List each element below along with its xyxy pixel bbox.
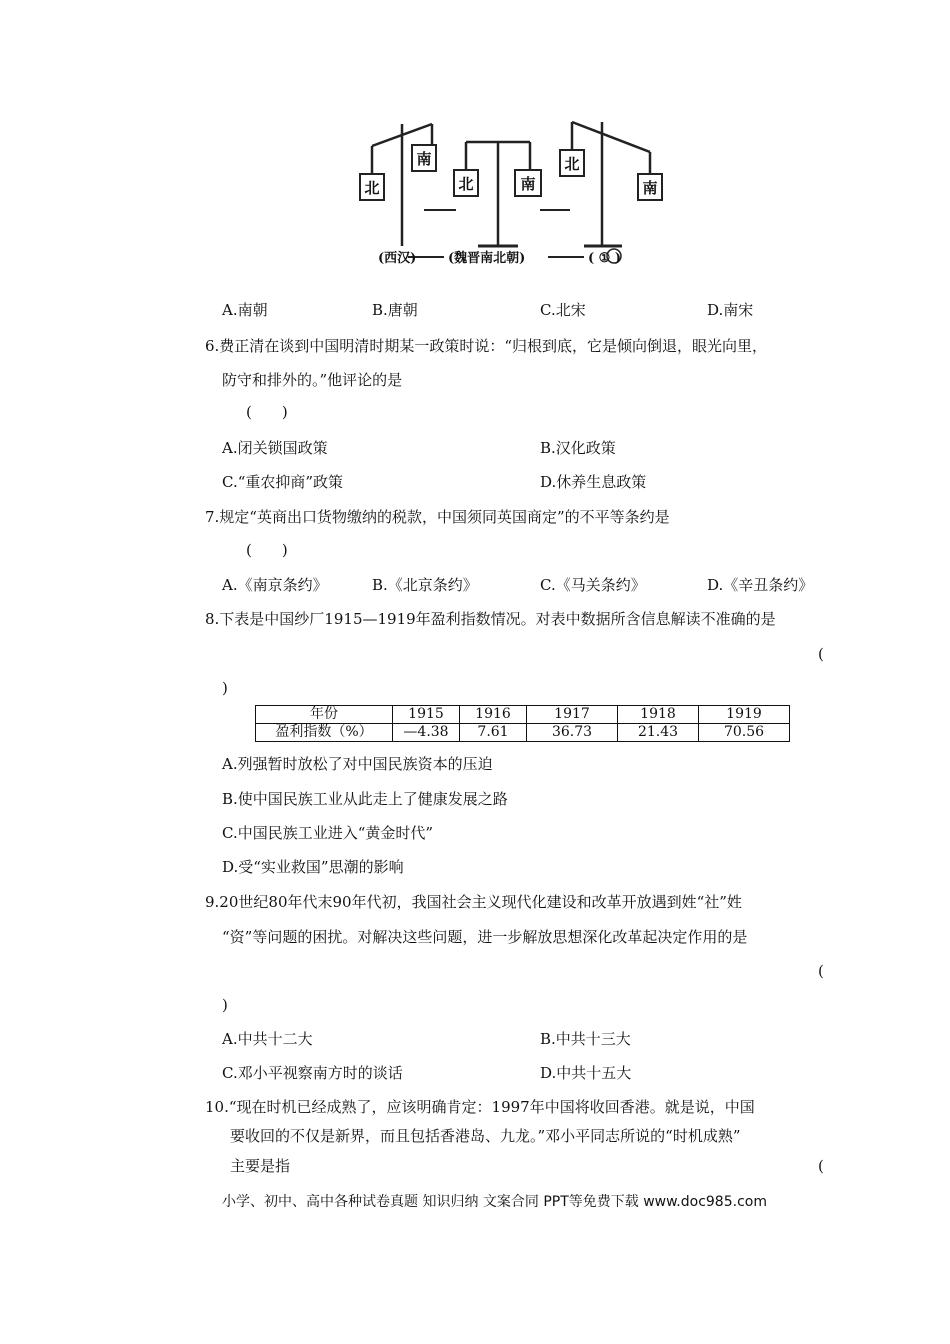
table-cell: 年份 <box>256 706 393 724</box>
q8-option-a[interactable]: A.列强暂时放松了对中国民族资本的压迫 <box>222 755 493 773</box>
q7-option-b[interactable]: B.《北京条约》 <box>372 576 478 594</box>
q5-option-b[interactable]: B.唐朝 <box>372 301 418 319</box>
q5-option-c[interactable]: C.北宋 <box>540 301 586 319</box>
south-label: 南 <box>520 175 536 193</box>
table-cell: 1917 <box>527 706 618 724</box>
north-south-balance-figure <box>352 112 674 277</box>
south-label: 南 <box>416 150 432 168</box>
caption-blank: ( ① ) <box>588 251 622 266</box>
page-footer: 小学、初中、高中各种试卷真题 知识归纳 文案合同 PPT等免费下载 www.doc985.com <box>222 1194 767 1210</box>
q6-option-d[interactable]: D.休养生息政策 <box>540 473 647 491</box>
q6-option-b[interactable]: B.汉化政策 <box>540 439 616 457</box>
table-cell: 1918 <box>618 706 699 724</box>
caption-western-han: (西汉) <box>378 251 417 266</box>
q10-stem-line1: 10.“现在时机已经成熟了，应该明确肯定：1997年中国将收回香港。就是说，中国 <box>205 1098 755 1116</box>
q9-option-d[interactable]: D.中共十五大 <box>540 1064 632 1082</box>
table-cell: 36.73 <box>527 724 618 742</box>
table-cell: 1916 <box>460 706 527 724</box>
q7-option-c[interactable]: C.《马关条约》 <box>540 576 646 594</box>
profit-index-table <box>255 705 790 742</box>
q5-option-d[interactable]: D.南宋 <box>707 301 754 319</box>
q7-stem: 7.规定“英商出口货物缴纳的税款，中国须同英国商定”的不平等条约是 <box>205 508 670 526</box>
q8-paren-open: ( <box>818 645 824 663</box>
q7-answer-paren: ( ) <box>246 541 288 559</box>
q8-option-c[interactable]: C.中国民族工业进入“黄金时代” <box>222 824 434 842</box>
q6-option-c[interactable]: C.“重农抑商”政策 <box>222 473 344 491</box>
q8-option-d[interactable]: D.受“实业救国”思潮的影响 <box>222 858 404 876</box>
q8-paren-close: ) <box>222 679 228 697</box>
q8-stem: 8.下表是中国纱厂1915—1919年盈利指数情况。对表中数据所含信息解读不准确的是 <box>205 610 776 628</box>
q8-option-b[interactable]: B.使中国民族工业从此走上了健康发展之路 <box>222 790 508 808</box>
north-label: 北 <box>458 175 474 193</box>
q6-option-a[interactable]: A.闭关锁国政策 <box>222 439 328 457</box>
q6-answer-paren: ( ) <box>246 403 288 421</box>
q9-paren-close: ) <box>222 996 228 1014</box>
q10-stem-line2: 要收回的不仅是新界，而且包括香港岛、九龙。”邓小平同志所说的“时机成熟” <box>230 1127 741 1145</box>
north-label: 北 <box>564 155 580 173</box>
q10-stem-line3: 主要是指 <box>230 1157 291 1175</box>
q6-stem-line2: 防守和排外的。”他评论的是 <box>222 371 403 389</box>
table-cell: 70.56 <box>699 724 790 742</box>
q9-option-a[interactable]: A.中共十二大 <box>222 1030 313 1048</box>
q9-option-b[interactable]: B.中共十三大 <box>540 1030 631 1048</box>
q7-option-a[interactable]: A.《南京条约》 <box>222 576 328 594</box>
south-label: 南 <box>642 179 658 197</box>
q7-option-d[interactable]: D.《辛丑条约》 <box>707 576 814 594</box>
table-cell: 21.43 <box>618 724 699 742</box>
q6-stem-line1: 6.费正清在谈到中国明清时期某一政策时说：“归根到底，它是倾向倒退，眼光向里， <box>205 337 767 355</box>
q10-paren-open: ( <box>818 1157 824 1175</box>
q9-stem-line2: “资”等问题的困扰。对解决这些问题，进一步解放思想深化改革起决定作用的是 <box>222 928 748 946</box>
table-cell: —4.38 <box>393 724 460 742</box>
table-row <box>256 706 790 724</box>
table-cell: 盈利指数（%） <box>256 724 393 742</box>
table-cell: 1915 <box>393 706 460 724</box>
table-row <box>256 724 790 742</box>
caption-wei-jin: (魏晋南北朝) <box>448 251 526 266</box>
q5-option-a[interactable]: A.南朝 <box>222 301 268 319</box>
q9-option-c[interactable]: C.邓小平视察南方时的谈话 <box>222 1064 403 1082</box>
table-cell: 1919 <box>699 706 790 724</box>
q9-stem-line1: 9.20世纪80年代末90年代初，我国社会主义现代化建设和改革开放遇到姓“社”姓 <box>205 893 742 911</box>
q9-paren-open: ( <box>818 962 824 980</box>
table-cell: 7.61 <box>460 724 527 742</box>
north-label: 北 <box>364 179 380 197</box>
